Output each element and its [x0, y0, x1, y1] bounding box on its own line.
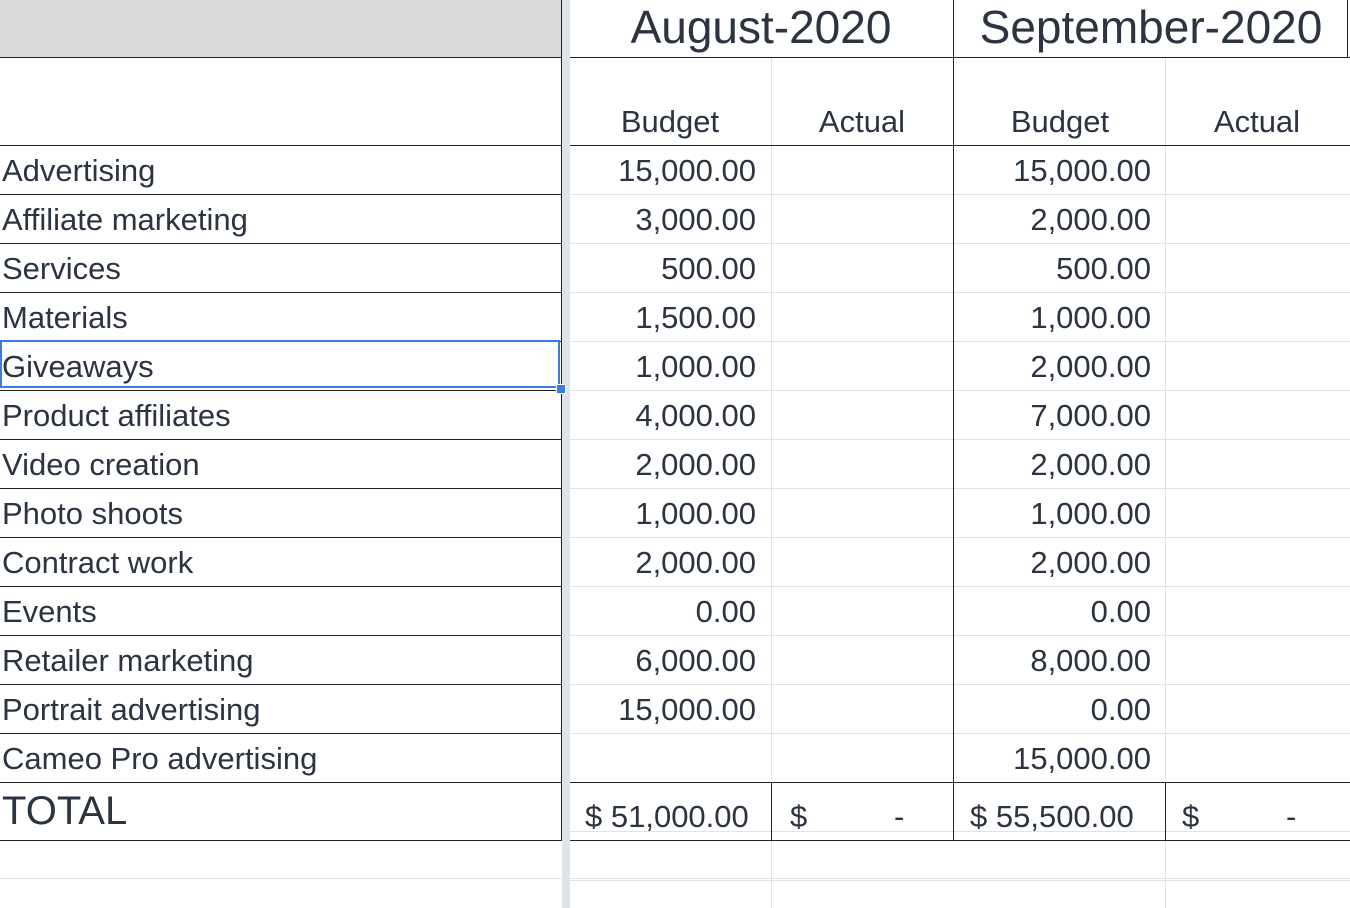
- row-label[interactable]: Cameo Pro advertising: [2, 741, 318, 776]
- col-header-aug-budget[interactable]: Budget: [620, 104, 720, 139]
- row-label[interactable]: Services: [2, 251, 121, 286]
- aug-budget-cell[interactable]: 1,500.00: [635, 300, 756, 335]
- sep-budget-cell[interactable]: 0.00: [1090, 692, 1151, 727]
- sep-budget-cell[interactable]: 2,000.00: [1030, 447, 1151, 482]
- selected-cell-outline: [0, 340, 560, 388]
- aug-budget-cell[interactable]: 0.00: [695, 594, 756, 629]
- row-border: [0, 840, 562, 841]
- row-border: [0, 57, 562, 58]
- total-aug-budget[interactable]: $ 51,000.00: [585, 799, 749, 834]
- aug-budget-cell[interactable]: 500.00: [661, 251, 756, 286]
- sep-budget-cell[interactable]: 7,000.00: [1030, 398, 1151, 433]
- total-sep-actual-value[interactable]: -: [1286, 799, 1297, 834]
- row-border: [0, 733, 562, 734]
- grid-line: [570, 341, 1350, 342]
- total-aug-actual-symbol[interactable]: $: [790, 799, 808, 834]
- aug-budget-cell[interactable]: [572, 734, 756, 782]
- row-border: [0, 390, 562, 391]
- sep-budget-cell[interactable]: 15,000.00: [1013, 741, 1151, 776]
- row-border: [570, 782, 1350, 783]
- aug-budget-cell[interactable]: 4,000.00: [635, 398, 756, 433]
- grid-line: [1165, 57, 1166, 908]
- aug-budget-cell[interactable]: 2,000.00: [635, 447, 756, 482]
- row-label[interactable]: Advertising: [2, 153, 156, 188]
- row-border: [570, 145, 1350, 146]
- col-header-sep-budget[interactable]: Budget: [1010, 104, 1110, 139]
- col-border: [953, 0, 954, 841]
- col-header-aug-actual[interactable]: Actual: [818, 104, 906, 139]
- grid-line: [570, 733, 1350, 734]
- col-border: [771, 783, 772, 840]
- total-sep-actual-symbol[interactable]: $: [1182, 799, 1200, 834]
- row-label[interactable]: Materials: [2, 300, 128, 335]
- total-aug-actual-value[interactable]: -: [894, 799, 905, 834]
- aug-budget-cell[interactable]: 1,000.00: [635, 496, 756, 531]
- grid-line: [570, 488, 1350, 489]
- aug-budget-cell[interactable]: 6,000.00: [635, 643, 756, 678]
- total-sep-budget[interactable]: $ 55,500.00: [970, 799, 1134, 834]
- col-header-sep-actual[interactable]: Actual: [1213, 104, 1301, 139]
- grid-line: [0, 878, 1350, 879]
- row-label[interactable]: Events: [2, 594, 97, 629]
- month-header-august[interactable]: August-2020: [630, 1, 892, 53]
- aug-budget-cell[interactable]: 1,000.00: [635, 349, 756, 384]
- row-border: [0, 488, 562, 489]
- row-label[interactable]: Portrait advertising: [2, 692, 261, 727]
- row-border: [0, 782, 562, 783]
- row-border: [570, 57, 1350, 58]
- row-border: [0, 439, 562, 440]
- grid-line: [771, 57, 772, 908]
- sep-budget-cell[interactable]: 2,000.00: [1030, 202, 1151, 237]
- row-label[interactable]: Photo shoots: [2, 496, 183, 531]
- row-border: [0, 194, 562, 195]
- row-border: [0, 243, 562, 244]
- sep-budget-cell[interactable]: 2,000.00: [1030, 545, 1151, 580]
- row-label[interactable]: Retailer marketing: [2, 643, 254, 678]
- frozen-pane-divider[interactable]: [562, 0, 570, 908]
- grid-line: [570, 635, 1350, 636]
- aug-budget-cell[interactable]: 15,000.00: [618, 153, 756, 188]
- grid-line: [570, 439, 1350, 440]
- sep-budget-cell[interactable]: 1,000.00: [1030, 300, 1151, 335]
- row-border: [0, 537, 562, 538]
- row-border: [0, 145, 562, 146]
- grid-line: [570, 586, 1350, 587]
- aug-budget-cell[interactable]: 15,000.00: [618, 692, 756, 727]
- sep-budget-cell[interactable]: 8,000.00: [1030, 643, 1151, 678]
- grid-line: [570, 243, 1350, 244]
- col-border: [1165, 783, 1166, 840]
- row-label[interactable]: Affiliate marketing: [2, 202, 248, 237]
- header-blank-cell[interactable]: [0, 0, 562, 57]
- fill-handle[interactable]: [556, 384, 566, 394]
- grid-line: [570, 194, 1350, 195]
- grid-line: [570, 390, 1350, 391]
- col-border: [1347, 0, 1348, 57]
- row-label[interactable]: Contract work: [2, 545, 194, 580]
- grid-line: [570, 292, 1350, 293]
- row-border: [0, 586, 562, 587]
- aug-budget-cell[interactable]: 2,000.00: [635, 545, 756, 580]
- aug-budget-cell[interactable]: 3,000.00: [635, 202, 756, 237]
- sep-budget-cell[interactable]: 500.00: [1056, 251, 1151, 286]
- sep-budget-cell[interactable]: 15,000.00: [1013, 153, 1151, 188]
- row-border: [0, 684, 562, 685]
- row-border: [0, 292, 562, 293]
- sep-budget-cell[interactable]: 1,000.00: [1030, 496, 1151, 531]
- total-label[interactable]: TOTAL: [2, 789, 128, 833]
- sep-budget-cell[interactable]: 2,000.00: [1030, 349, 1151, 384]
- row-label[interactable]: Product affiliates: [2, 398, 231, 433]
- month-header-september[interactable]: September-2020: [979, 1, 1323, 53]
- grid-line: [570, 684, 1350, 685]
- row-label[interactable]: Video creation: [2, 447, 200, 482]
- grid-line: [570, 537, 1350, 538]
- row-label[interactable]: Giveaways: [2, 349, 154, 384]
- row-border: [0, 635, 562, 636]
- sep-budget-cell[interactable]: 0.00: [1090, 594, 1151, 629]
- grid-line: [570, 880, 1350, 881]
